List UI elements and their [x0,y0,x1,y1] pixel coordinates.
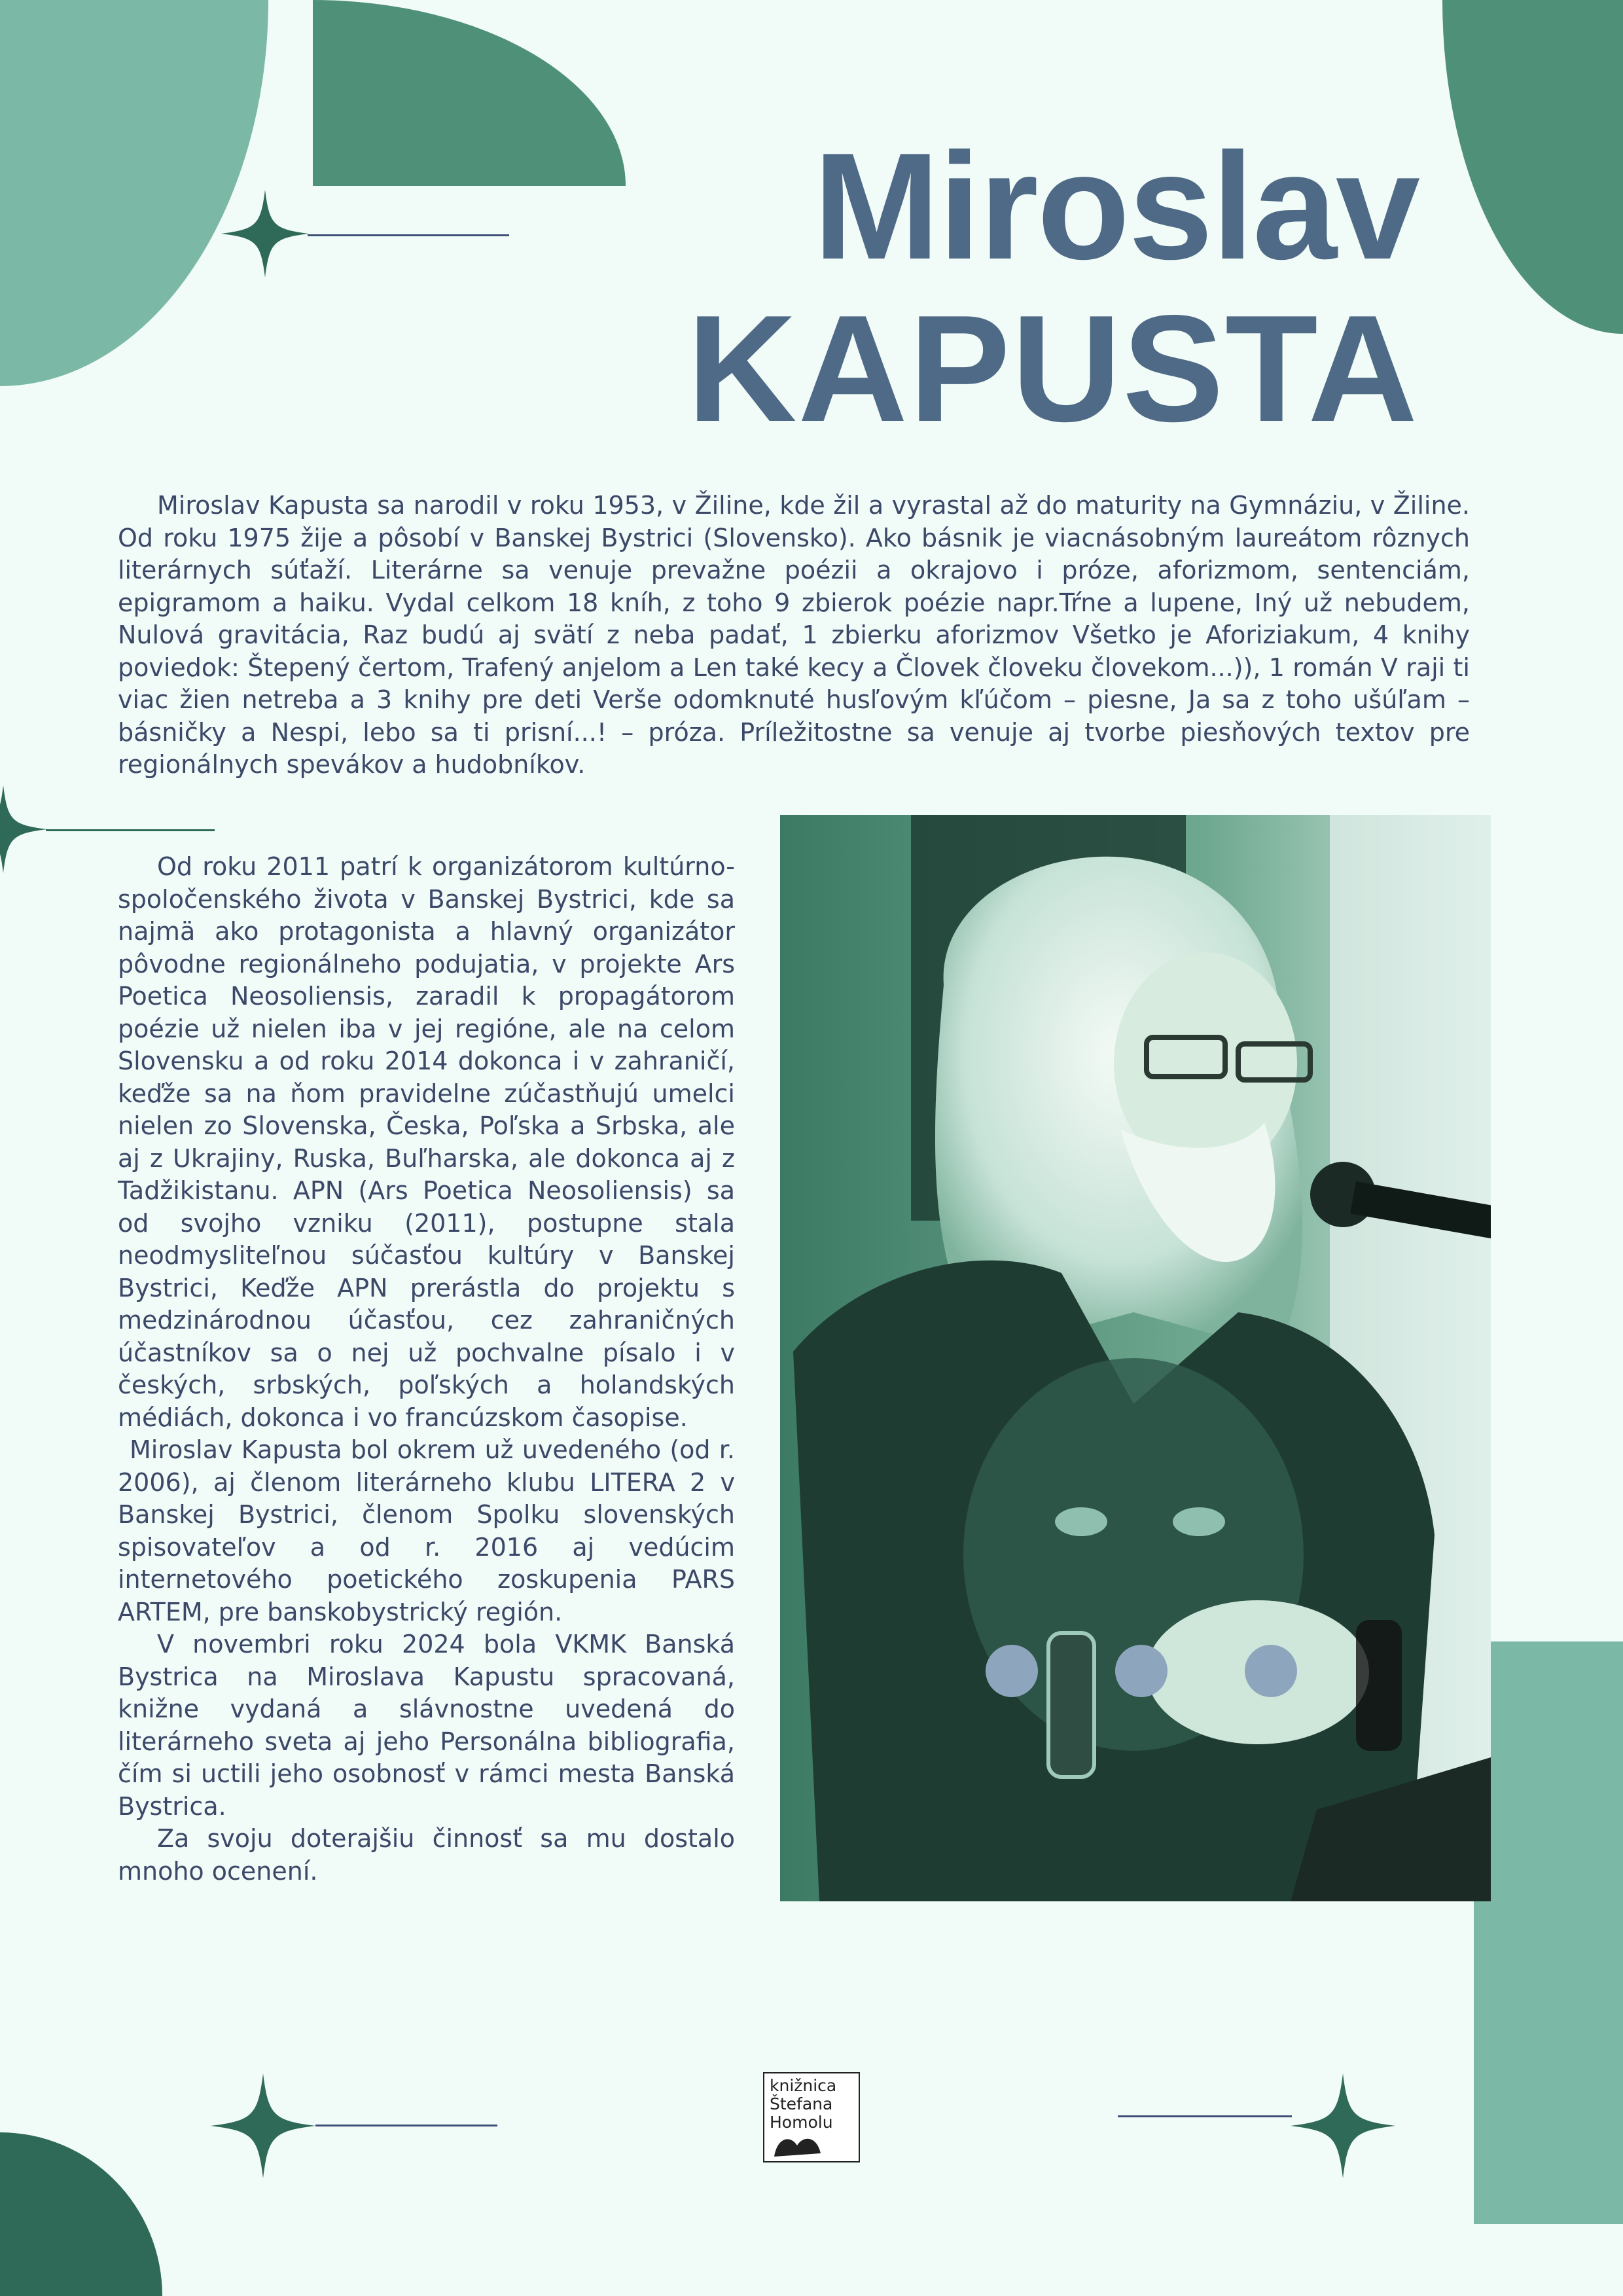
decor-line [46,829,215,831]
logo-mark-icon [771,2134,830,2159]
bio-paragraph: Za svoju doterajšiu činnosť sa mu dostalo mnoho ocenení. [118,1824,735,1886]
bio-paragraph: Miroslav Kapusta bol okrem už uvedeného (od r. 2006), aj členom literárneho klubu LITERA 2 v Banskej Bystrici, členom Spolku slovenských spisovateľov a od r. 2016 aj vedúcim internetového poetického zoskupenia PARS ARTEM, pre banskobystrický región. [118,1435,735,1626]
intro-paragraph: Miroslav Kapusta sa narodil v roku 1953, v Žiline, kde žil a vyrastal až do maturity na Gymnáziu, v Žiline. Od roku 1975 žije a pôsobí v Banskej Bystrici (Slovensko). Ako básnik je viacnásobným laureátom rôznych literárnych súťaží. Literárne sa venuje prevažne poézii a okrajovo i próze, aforizmom, sentenciám, epigramom a haiku. Vydal celkom 18 kníh, z toho 9 zbierok poézie napr.Tŕne a lupene, Iný už nebudem, Nulová gravitácia, Raz budú aj svätí z neba padať, 1 zbierku aforizmov Všetko je Aforiziakum, 4 knihy poviedok: Štepený čertom, Trafený anjelom a Len také kecy a Človek človeku človekom...)), 1 román V raji ti viac žien netreba a 3 knihy pre deti Verše odomknuté husľovým kľúčom – piesne, Ja sa z toho ušúľam – básničky a Nespi, lebo sa ti prisní...! – próza. Príležitostne sa venuje aj tvorbe piesňových textov pre regionálnych spevákov a hudobníkov. [118,491,1470,779]
decor-top-shape [313,0,626,186]
author-photo-illustration [780,815,1491,1901]
decor-bottom-left-shape [0,2132,162,2296]
logo-text-line: knižnica [770,2076,837,2095]
sparkle-icon [211,2073,315,2178]
title-first-name: Miroslav [813,122,1419,291]
pagination-dot[interactable] [1245,1645,1297,1697]
bio-section [118,851,735,1888]
sparkle-icon [1291,2073,1395,2178]
title-last-name: KAPUSTA [687,284,1419,454]
intro-section [118,490,1470,781]
decor-line [1118,2115,1292,2117]
logo-text-line: Homolu [770,2113,833,2132]
decor-top-right-shape [1442,0,1623,334]
bio-paragraph: V novembri roku 2024 bola VKMK Banská Bystrica na Miroslava Kapustu spracovaná, knižne vydaná a slávnostne uvedená do literárneho sveta aj jeho Personálna bibliografia, čím si uctili jeho osobnosť v rámci mesta Banská Bystrica. [118,1630,735,1821]
decor-right-bar [1474,1641,1623,2224]
library-logo [763,2072,860,2162]
author-photo [780,815,1491,1901]
decor-line [315,2125,497,2126]
sparkle-icon [0,785,47,873]
bio-paragraph: Od roku 2011 patrí k organizátorom kultúrno-spoločenského života v Banskej Bystrici, kde sa najmä ako protagonista a hlavný organizátor pôvodne regionálneho podujatia, v projekte Ars Poetica Neosoliensis, zaradil k propagátorom poézie už nielen iba v jej regióne, ale na celom Slovensku a od roku 2014 dokonca i v zahraničí, keďže sa na ňom pravidelne zúčastňujú umelci nielen zo Slovenska, Česka, Poľska a Srbska, ale aj z Ukrajiny, Ruska, Buľharska, ale dokonca aj z Tadžikistanu. APN (Ars Poetica Neosoliensis) sa od svojho vzniku (2011), postupne stala neodmysliteľnou súčasťou kultúry v Banskej Bystrici, Keďže APN prerástla do projektu s medzinárodnou účasťou, cez zahraničných účastníkov sa o nej už pochvalne písalo i v českých, srbských, poľských a holandských médiách, dokonca i vo francúzskom časopise. [118,852,735,1432]
pagination-dot[interactable] [986,1645,1038,1697]
decor-line [308,234,509,236]
pagination-dot[interactable] [1115,1645,1168,1697]
page-title [687,122,1419,454]
logo-text-line: Štefana [770,2094,833,2113]
sparkle-icon [221,190,309,278]
